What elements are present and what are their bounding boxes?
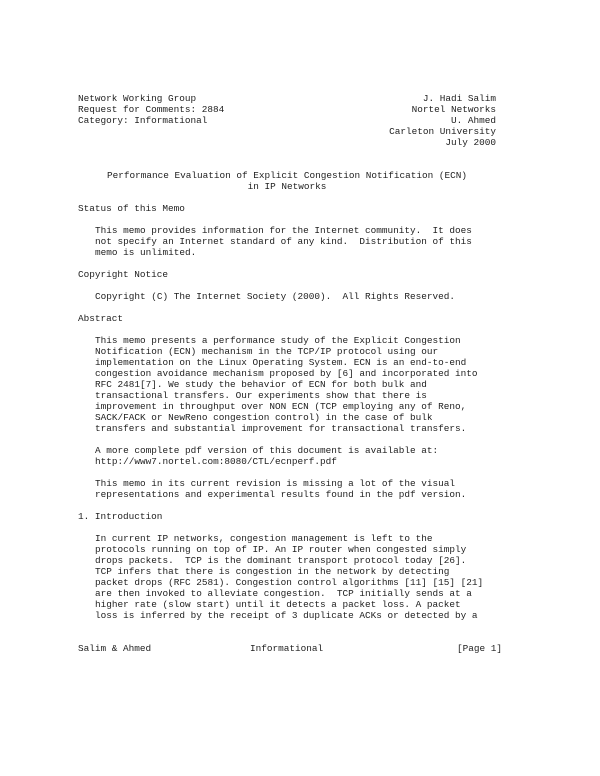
title-line-2: in IP Networks (247, 181, 327, 192)
text-line: TCP infers that there is congestion in the network by detecting (95, 566, 450, 577)
text-line: packet drops (RFC 2581). Congestion control algorithms [11] [15] [21] (95, 577, 484, 588)
abstract-heading: Abstract (78, 313, 124, 324)
abstract-paragraph-3 (95, 478, 508, 500)
text-line: higher rate (slow start) until it detects a packet loss. A packet (95, 599, 461, 610)
introduction-paragraph (95, 533, 508, 621)
footer-category: Informational (250, 643, 324, 654)
header-row (78, 93, 496, 104)
footer-authors: Salim & Ahmed (78, 643, 152, 654)
header-right-2: Nortel Networks (411, 104, 496, 115)
rfc-header (78, 93, 496, 148)
text-line: drops packets. TCP is the dominant transport protocol today [26]. (95, 555, 467, 566)
header-row (78, 104, 496, 115)
text-line: not specify an Internet standard of any kind. Distribution of this (95, 236, 472, 247)
copyright-heading: Copyright Notice (78, 269, 169, 280)
header-row (78, 115, 496, 126)
footer-page-number: [Page 1] (456, 643, 502, 654)
text-line: A more complete pdf version of this document is available at: (95, 445, 439, 456)
header-right-5: July 2000 (445, 137, 496, 148)
copyright-paragraph (95, 291, 508, 302)
text-line: are then invoked to alleviate congestion. TCP initially sends at a (95, 588, 472, 599)
text-line: representations and experimental results found in the pdf version. (95, 489, 467, 500)
text-line: protocols running on top of IP. An IP router when congested simply (95, 544, 467, 555)
text-line: RFC 2481[7]. We study the behavior of ECN for both bulk and (95, 379, 427, 390)
text-line: memo is unlimited. (95, 247, 197, 258)
text-line: Notification (ECN) mechanism in the TCP/IP protocol using our (95, 346, 439, 357)
introduction-heading: 1. Introduction (78, 511, 163, 522)
text-line: transactional transfers. Our experiments show that there is (95, 390, 427, 401)
header-right-1: J. Hadi Salim (422, 93, 496, 104)
text-line: In current IP networks, congestion management is left to the (95, 533, 433, 544)
text-line: This memo presents a performance study of the Explicit Congestion (95, 335, 461, 346)
header-row (78, 137, 496, 148)
header-right-3: U. Ahmed (450, 115, 496, 126)
text-line: implementation on the Linux Operating System. ECN is an end-to-end (95, 357, 467, 368)
text-line: This memo provides information for the Internet community. It does (95, 225, 472, 236)
page-footer (78, 643, 502, 654)
text-line: congestion avoidance mechanism proposed by [6] and incorporated into (95, 368, 478, 379)
header-left-2: Request for Comments: 2884 (78, 104, 225, 115)
text-line: Copyright (C) The Internet Society (2000). All Rights Reserved. (95, 291, 456, 302)
header-right-4: Carleton University (389, 126, 496, 137)
document-body (78, 203, 508, 621)
title-line-1: Performance Evaluation of Explicit Congestion Notification (ECN) (106, 170, 468, 181)
status-paragraph (95, 225, 508, 258)
text-line: loss is inferred by the receipt of 3 duplicate ACKs or detected by a (95, 610, 478, 621)
abstract-paragraph-1 (95, 335, 508, 434)
document-title (78, 170, 496, 192)
text-line: transfers and substantial improvement for transactional transfers. (95, 423, 467, 434)
header-left-3: Category: Informational (78, 115, 208, 126)
text-line: SACK/FACK or NewReno congestion control) in the case of bulk (95, 412, 433, 423)
text-line: This memo in its current revision is missing a lot of the visual (95, 478, 456, 489)
header-left-1: Network Working Group (78, 93, 197, 104)
abstract-paragraph-2 (95, 445, 508, 467)
pdf-link[interactable]: http://www7.nortel.com:8080/CTL/ecnperf.pdf (95, 456, 337, 467)
status-heading: Status of this Memo (78, 203, 185, 214)
header-row (78, 126, 496, 137)
text-line: improvement in throughput over NON ECN (TCP employing any of Reno, (95, 401, 467, 412)
